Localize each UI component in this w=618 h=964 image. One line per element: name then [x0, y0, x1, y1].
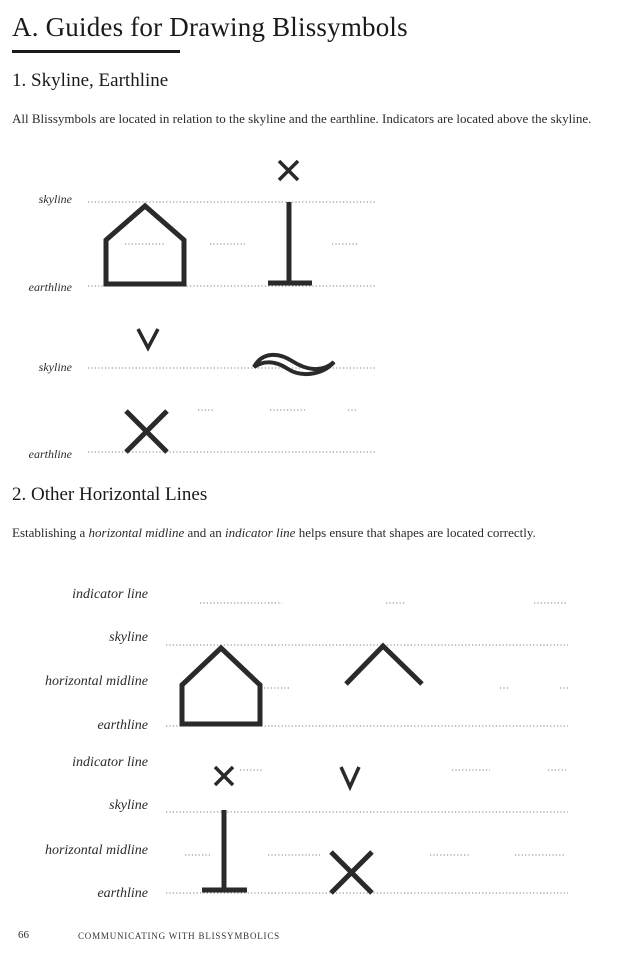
v-indicator [138, 329, 158, 348]
term-indicator-line: indicator line [225, 525, 296, 540]
x-symbol [126, 411, 167, 452]
x-indicator [215, 767, 233, 785]
section2-title: 2. Other Horizontal Lines [12, 484, 208, 505]
label-skyline-3: skyline [109, 630, 148, 645]
page-heading: A. Guides for Drawing Blissymbols [12, 12, 408, 42]
roof-symbol [346, 646, 422, 684]
term-horizontal-midline: horizontal midline [88, 525, 185, 540]
label-earthline-3: earthline [97, 718, 148, 733]
page-number: 66 [18, 929, 29, 941]
section1-text: All Blissymbols are located in relation to the skyline and the earthline. Indicators are located above the skyline. [12, 111, 592, 126]
house-symbol [182, 648, 260, 724]
section1-title: 1. Skyline, Earthline [12, 70, 169, 91]
label-skyline-1: skyline [38, 192, 72, 206]
label-earthline-4: earthline [97, 886, 148, 901]
section2-text-part-1: Establishing a [12, 525, 89, 540]
section2-text-part-5: helps ensure that shapes are located correctly. [295, 525, 536, 540]
running-footer: COMMUNICATING WITH BLISSYMBOLICS [78, 931, 280, 941]
label-midline-1: horizontal midline [44, 674, 148, 689]
label-skyline-2: skyline [38, 360, 72, 374]
label-midline-2: horizontal midline [44, 843, 148, 858]
x-indicator [279, 161, 298, 180]
house-symbol [106, 206, 184, 284]
label-earthline-2: earthline [28, 447, 72, 461]
label-earthline-1: earthline [28, 280, 72, 294]
x-symbol [331, 852, 372, 893]
label-indicator-2: indicator line [72, 755, 148, 770]
label-skyline-4: skyline [109, 798, 148, 813]
label-indicator-1: indicator line [72, 587, 148, 602]
wave-symbol [254, 355, 334, 374]
v-indicator [341, 767, 359, 787]
section2-text-part-3: and an [184, 525, 226, 540]
